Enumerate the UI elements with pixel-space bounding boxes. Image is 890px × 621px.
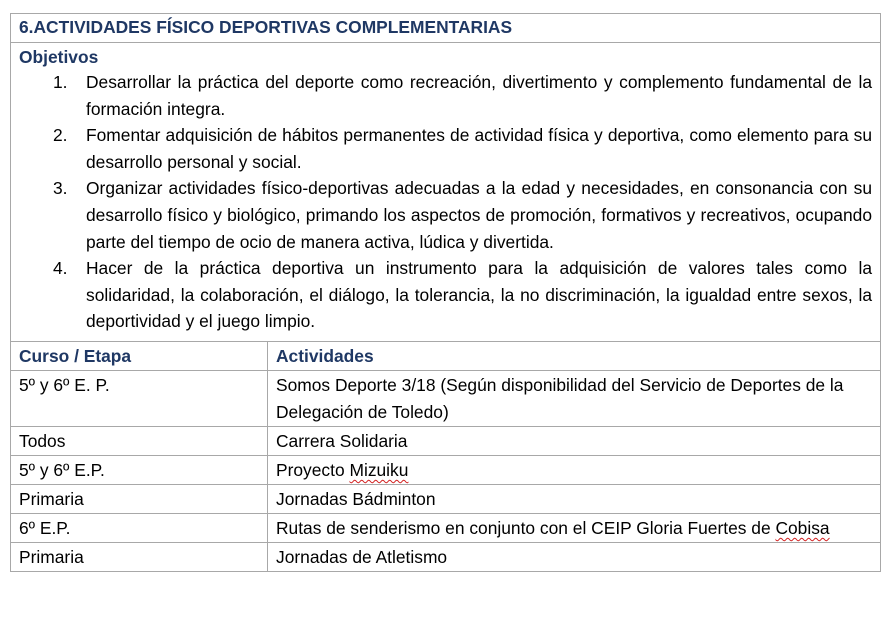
objective-number: 2.	[53, 125, 68, 146]
header-activities: Actividades	[268, 341, 881, 370]
activity-cell	[268, 455, 881, 484]
objectives-list	[19, 69, 872, 335]
objective-text: Organizar actividades físico-deportivas adecuadas a la edad y necesidades, en consonancia con su desarrollo físico y biológico, primando los aspectos de promoción, formativos y recreativos, ocupando parte del tiempo de ocio de manera activa, lúdica y divertida.	[86, 178, 872, 252]
table-row	[11, 542, 881, 571]
course-cell: Primaria	[11, 542, 268, 571]
course-cell: 5º y 6º E. P.	[11, 370, 268, 426]
table-header-row	[11, 341, 881, 370]
activity-text: Proyecto	[276, 459, 350, 480]
objective-number: 1.	[53, 72, 68, 92]
course-cell: Todos	[11, 426, 268, 455]
objectives-cell	[11, 43, 881, 342]
table-row	[11, 370, 881, 426]
table-row	[11, 455, 881, 484]
activity-cell: Carrera Solidaria	[268, 426, 881, 455]
course-cell: Primaria	[11, 484, 268, 513]
objective-item	[19, 175, 872, 255]
objective-number: 3.	[53, 178, 68, 199]
table-row	[11, 426, 881, 455]
course-cell: 6º E.P.	[11, 513, 268, 542]
objective-text: Desarrollar la práctica del deporte como recreación, divertimento y complemento fundamental de la formación integra.	[86, 72, 872, 119]
spellcheck-flagged-word[interactable]: Mizuiku	[349, 459, 409, 480]
table-row	[11, 513, 881, 542]
header-course: Curso / Etapa	[11, 341, 268, 370]
objective-item	[19, 69, 872, 122]
objective-number: 4.	[53, 258, 68, 279]
activity-cell: Jornadas Bádminton	[268, 484, 881, 513]
objectives-heading: Objetivos	[19, 47, 99, 67]
activity-text: Rutas de senderismo en conjunto con el CEIP Gloria Fuertes de	[276, 517, 776, 538]
title-row	[11, 14, 881, 43]
activity-cell	[268, 513, 881, 542]
objectives-row	[11, 43, 881, 342]
spellcheck-flagged-word[interactable]: Cobisa	[775, 517, 830, 538]
objective-item	[19, 255, 872, 335]
objective-text: Fomentar adquisición de hábitos permanentes de actividad física y deportiva, como elemento para su desarrollo personal y social.	[86, 125, 872, 172]
activity-cell: Jornadas de Atletismo	[268, 542, 881, 571]
course-cell: 5º y 6º E.P.	[11, 455, 268, 484]
activity-cell: Somos Deporte 3/18 (Según disponibilidad del Servicio de Deportes de la Delegación de Toledo)	[268, 370, 881, 426]
objective-item	[19, 122, 872, 175]
activities-document-table	[10, 13, 881, 572]
table-row	[11, 484, 881, 513]
section-title: 6.ACTIVIDADES FÍSICO DEPORTIVAS COMPLEMENTARIAS	[11, 14, 881, 43]
objective-text: Hacer de la práctica deportiva un instrumento para la adquisición de valores tales como la solidaridad, la colaboración, el diálogo, la tolerancia, la no discriminación, la igualdad entre sexos, la deportividad y el juego limpio.	[86, 258, 872, 332]
